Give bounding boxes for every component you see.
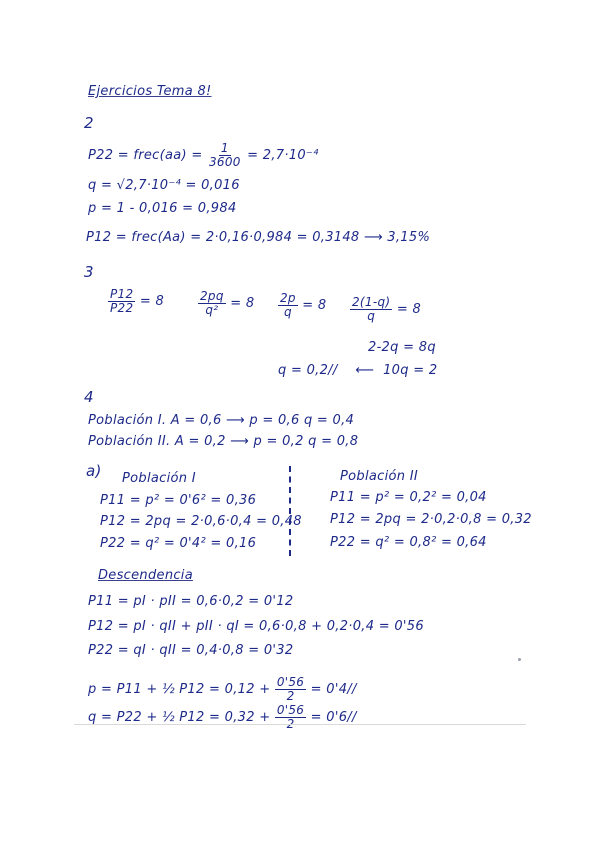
ex4-col1-heading: Población I: [122, 471, 196, 486]
ex3-equation: 10q = 2: [383, 363, 438, 378]
descendencia-line-2: P12 = pI · qII + pII · qI = 0,6·0,8 + 0,2·0,4 = 0'56: [88, 619, 424, 634]
ex3-result: q = 0,2//: [278, 363, 338, 378]
ex4-col2-line-3: P22 = q² = 0,8² = 0,64: [330, 535, 487, 550]
ex3-f1-den: P22: [110, 301, 134, 315]
ex4-col2-line-1: P11 = p² = 0,2² = 0,04: [330, 490, 487, 505]
ex2-line-2: q = √2,7·10⁻⁴ = 0,016: [88, 178, 240, 193]
ex3-fraction-4: [350, 296, 421, 323]
allele-q-num: 0'56: [276, 703, 305, 717]
ex3-f3-post: = 8: [302, 298, 327, 313]
ex3-fraction-3: [278, 292, 327, 319]
ex4-col1-line-2: P12 = 2pq = 2·0,6·0,4 = 0,48: [100, 514, 302, 529]
page-title: Ejercicios Tema 8!: [88, 84, 212, 99]
descendencia-line-1: P11 = pI · pII = 0,6·0,2 = 0'12: [88, 594, 294, 609]
column-divider: [289, 466, 291, 556]
ex3-f2-den: q²: [205, 303, 219, 317]
ex2-line-1: [88, 142, 319, 169]
ex2-line-1-post: = 2,7·10⁻⁴: [247, 148, 319, 163]
ex2-fraction: [207, 142, 243, 169]
ex4-population-1: Población I. A = 0,6 ⟶ p = 0,6 q = 0,4: [88, 413, 355, 428]
ex3-f4-post: = 8: [396, 302, 422, 317]
ex3-f1-post: = 8: [139, 294, 165, 309]
ex4-part-a-label: a): [86, 462, 102, 480]
allele-p-post: = 0'4//: [310, 682, 357, 697]
ex4-col1-line-1: P11 = p² = 0'6² = 0,36: [100, 493, 257, 508]
ex3-f3-num: 2p: [280, 291, 296, 305]
ex4-col2-heading: Población II: [340, 469, 418, 484]
allele-q-den: 2: [286, 717, 295, 731]
exercise-2-label: 2: [84, 114, 94, 132]
ex2-fraction-den: 3600: [208, 155, 241, 169]
ex4-col1-line-3: P22 = q² = 0'4² = 0,16: [100, 536, 257, 551]
allele-p-num: 0'56: [276, 675, 305, 689]
ex3-f4-num: 2(1-q): [352, 295, 391, 309]
ex3-fraction-2: [198, 290, 254, 317]
allele-p-line: [88, 676, 357, 703]
ex3-f1-num: P12: [110, 287, 134, 301]
ex2-line-4: P12 = frec(Aa) = 2·0,16·0,984 = 0,3148 ⟶ 3,15%: [86, 230, 431, 245]
bottom-rule: [74, 724, 526, 725]
ex4-population-2: Población II. A = 0,2 ⟶ p = 0,2 q = 0,8: [88, 434, 359, 449]
paper-speck: [518, 658, 521, 661]
ex2-fraction-num: 1: [220, 141, 229, 155]
ex3-arrow: ⟵: [355, 363, 375, 378]
ex3-f3-den: q: [283, 305, 292, 319]
exercise-4-label: 4: [84, 388, 94, 406]
allele-q-post: = 0'6//: [310, 710, 357, 725]
descendencia-heading: Descendencia: [98, 568, 193, 583]
allele-p-den: 2: [286, 689, 295, 703]
ex3-line-3: [278, 363, 437, 378]
exercise-3-label: 3: [84, 263, 94, 281]
allele-p-pre: p = P11 + ½ P12 = 0,12 +: [88, 682, 271, 697]
ex2-line-3: p = 1 - 0,016 = 0,984: [88, 201, 237, 216]
allele-q-line: [88, 704, 357, 731]
ex3-f4-den: q: [367, 309, 376, 323]
ex4-col2-line-2: P12 = 2pq = 2·0,2·0,8 = 0,32: [330, 512, 532, 527]
ex3-f2-num: 2pq: [200, 289, 224, 303]
descendencia-line-3: P22 = qI · qII = 0,4·0,8 = 0'32: [88, 643, 294, 658]
ex3-line-2: 2-2q = 8q: [368, 340, 436, 355]
ex3-fraction-1: [108, 288, 164, 315]
ex2-line-1-pre: P22 = frec(aa) =: [88, 148, 203, 163]
ex3-f2-post: = 8: [230, 296, 255, 311]
allele-q-pre: q = P22 + ½ P12 = 0,32 +: [88, 710, 271, 725]
